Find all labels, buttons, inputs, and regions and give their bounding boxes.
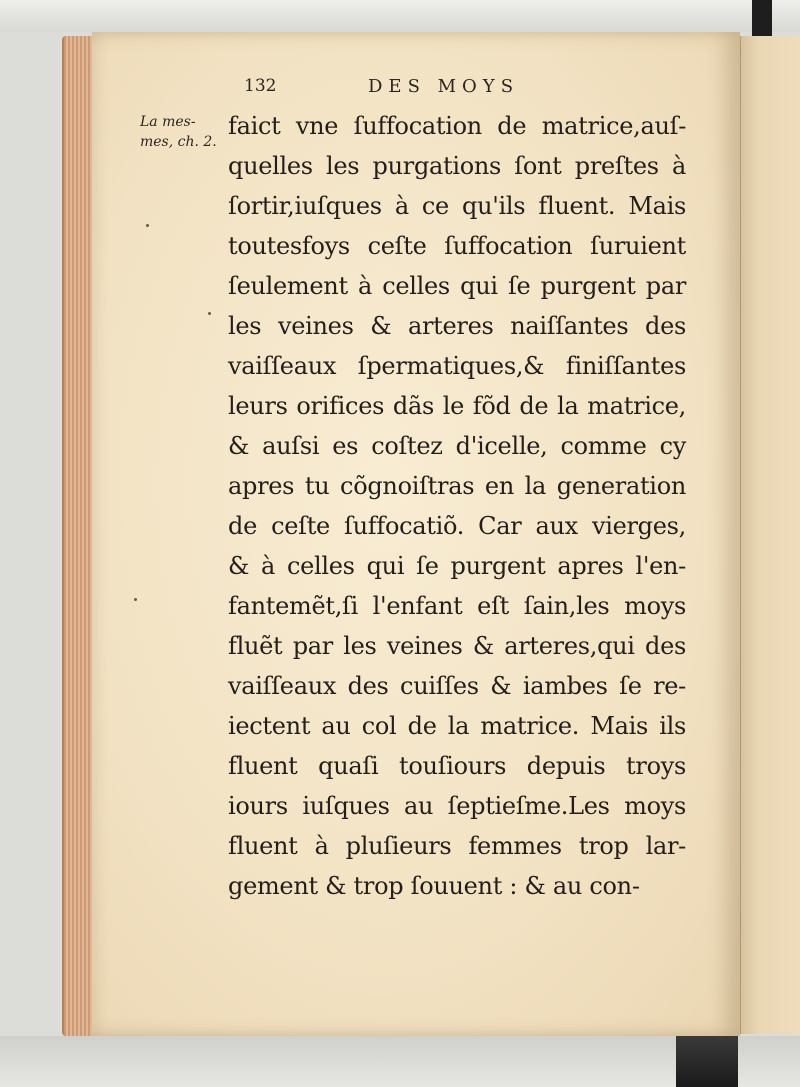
text-line: fluent à pluſieurs femmes trop lar- <box>228 832 686 860</box>
margin-note-line: La mes- <box>140 114 196 130</box>
text-line: iours iuſques au ſeptieſme.Les moys <box>228 792 686 820</box>
text-line: apres tu cõgnoiſtras en la generation <box>228 472 686 500</box>
text-line: leurs orifices dãs le fõd de la matrice, <box>228 392 686 420</box>
text-line: les veines & arteres naiſſantes des <box>228 312 686 340</box>
text-line: & auſsi es coſtez d'icelle, comme cy <box>228 432 686 460</box>
text-line: fluẽt par les veines & arteres,qui des <box>228 632 686 660</box>
text-line: fluent quaſi touſiours depuis troys <box>228 752 686 780</box>
text-line: ſeulement à celles qui ſe purgent par <box>228 272 686 300</box>
body-text <box>228 106 686 906</box>
page-header <box>238 76 678 102</box>
running-head: DES MOYS <box>368 76 520 97</box>
scan-clip-top <box>752 0 772 36</box>
text-line: toutesfoys ceſte ſuffocation ſuruient <box>228 232 686 260</box>
text-line: ſortir,iuſques à ce qu'ils fluent. Mais <box>228 192 686 220</box>
margin-note <box>140 112 230 152</box>
text-line: vaiſſeaux des cuiſſes & iambes ſe re- <box>228 672 686 700</box>
scan-background-top <box>0 0 800 32</box>
facing-page-edge <box>740 36 800 1034</box>
text-line: quelles les purgations ſont preſtes à <box>228 152 686 180</box>
paper-speck <box>134 598 137 601</box>
text-line: & à celles qui ſe purgent apres l'en- <box>228 552 686 580</box>
margin-note-line: mes, ch. 2. <box>140 134 217 150</box>
text-line: de ceſte ſuffocatiõ. Car aux vierges, <box>228 512 686 540</box>
scan-clip-bottom <box>676 1036 738 1087</box>
text-line: gement & trop ſouuent : & au con- <box>228 872 640 900</box>
text-line: vaiſſeaux ſpermatiques,& finiſſantes <box>228 352 686 380</box>
text-line: fantemẽt,ſi l'enfant eſt ſain,les moys <box>228 592 686 620</box>
text-line: faict vne ſuffocation de matrice,auſ- <box>228 112 686 140</box>
page-number: 132 <box>244 76 277 96</box>
paper-speck <box>146 224 149 227</box>
text-line: iectent au col de la matrice. Mais ils <box>228 712 686 740</box>
paper-speck <box>208 312 211 315</box>
